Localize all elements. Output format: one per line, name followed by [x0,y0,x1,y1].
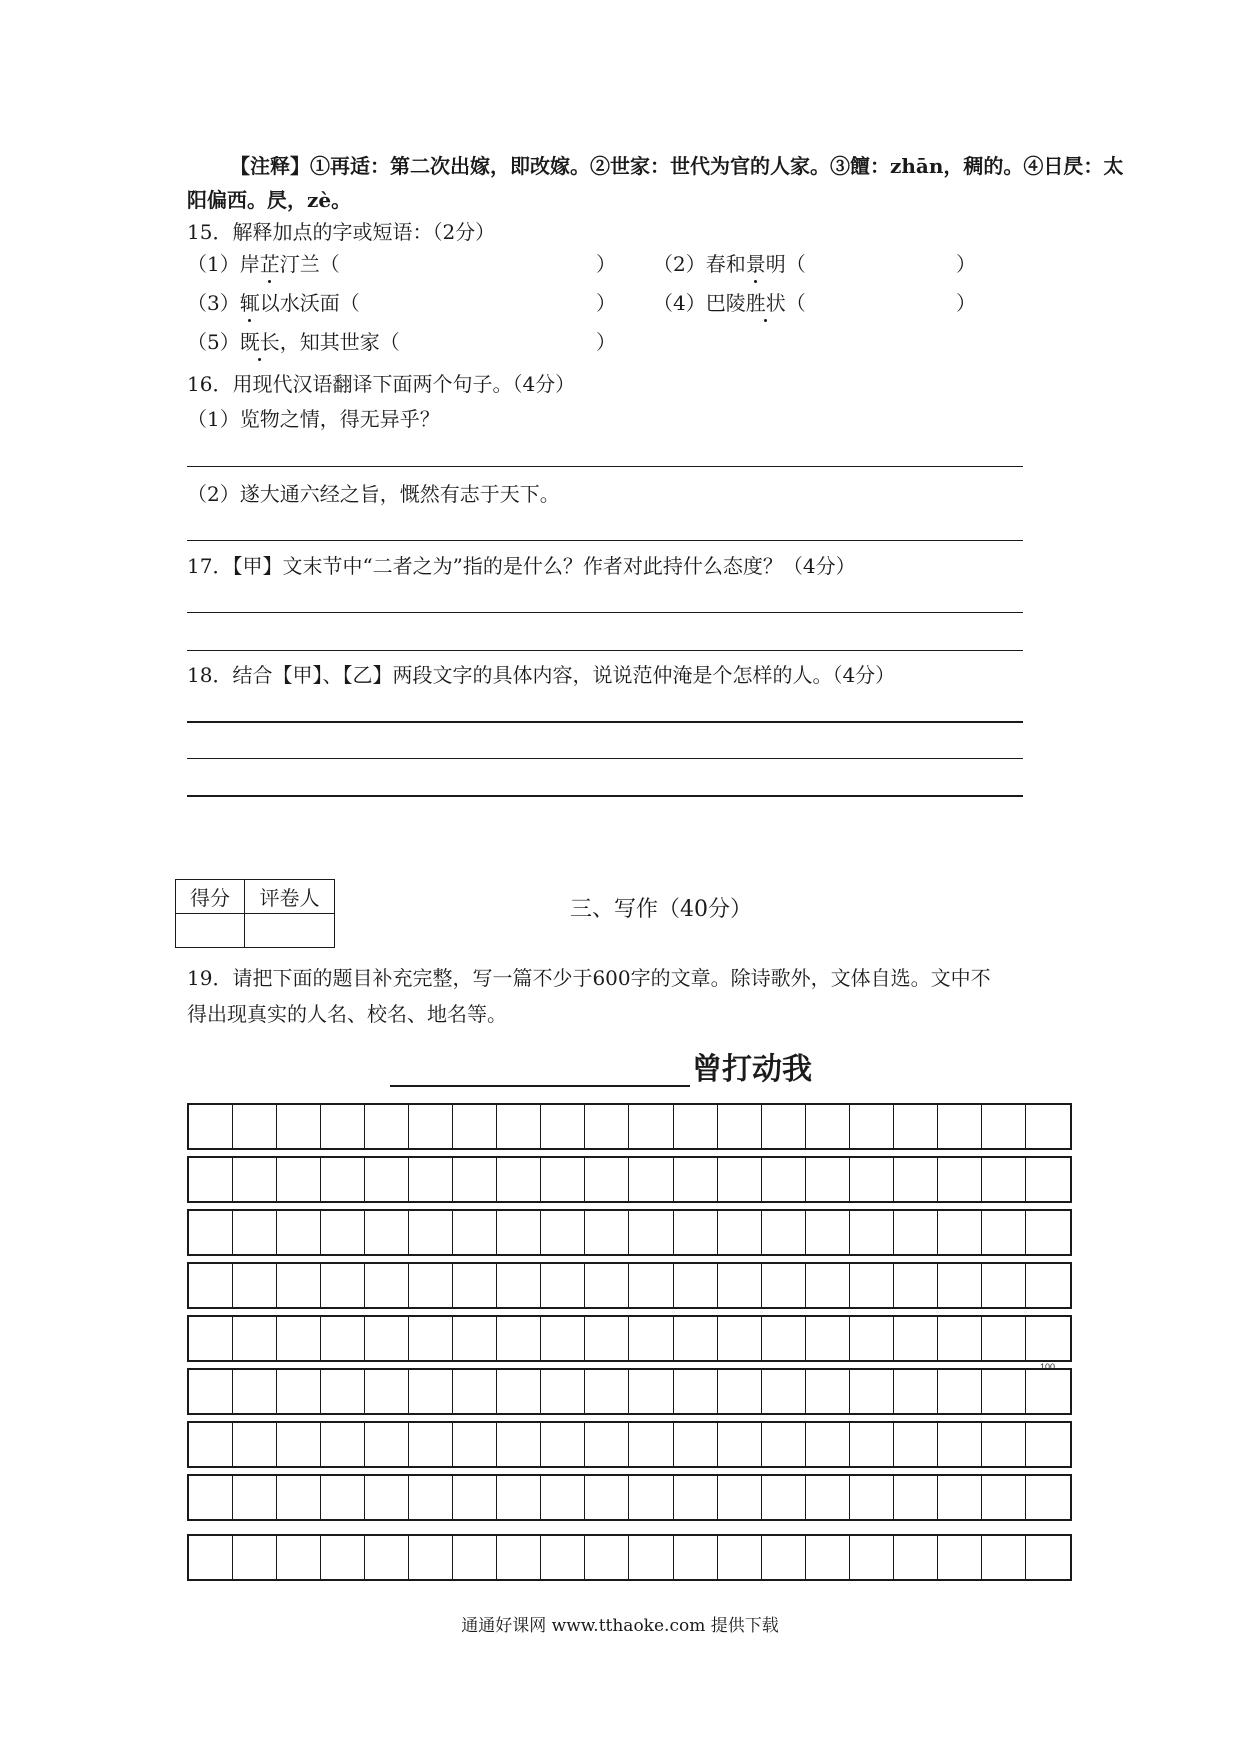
q16-sentence-1: （1）览物之情，得无异乎？ [187,407,440,431]
writing-grid-row[interactable] [187,1421,1072,1468]
grader-header: 评卷人 [245,880,335,914]
dotted-char: 辄 [239,291,260,315]
answer-line[interactable] [187,540,1023,541]
writing-grid-row[interactable] [187,1368,1072,1415]
q17-title: 17．【甲】文末节中“二者之为”指的是什么？作者对此持什么态度？（4分） [187,554,856,578]
dotted-char: 芷 [259,252,280,276]
q15-item-4-close: ） [956,291,976,315]
writing-grid-row[interactable] [187,1156,1072,1203]
section-title: 三、写作（40分） [570,897,752,922]
writing-grid-row[interactable] [187,1474,1072,1521]
writing-grid-row[interactable] [187,1209,1072,1256]
answer-line[interactable] [187,721,1023,723]
q15-item-5-close: ） [596,330,616,354]
score-cell[interactable] [176,914,245,948]
answer-line[interactable] [187,650,1023,651]
dotted-char: 景 [745,252,766,276]
q15-item-3-close: ） [596,291,616,315]
q15-item-2-close: ） [956,252,976,276]
q15-item-1-close: ） [596,252,616,276]
q16-sentence-2: （2）遂大通六经之旨，慨然有志于天下。 [187,482,560,506]
writing-grid-row[interactable] [187,1534,1072,1581]
writing-grid-row[interactable] [187,1315,1072,1362]
q16-title: 16．用现代汉语翻译下面两个句子。（4分） [187,372,576,396]
q15-item-1: （1）岸芷汀兰（ [187,252,340,276]
dotted-char: 既长 [239,330,280,354]
notes-line-1: 【注释】①再适：第二次出嫁，即改嫁。②世家：世代为官的人家。③饘：zhān，稠的。④日昃：太 [230,154,1124,178]
essay-title-blank[interactable] [390,1085,690,1087]
score-table [175,879,335,947]
q18-title: 18．结合【甲】、【乙】两段文字的具体内容，说说范仲淹是个怎样的人。（4分） [187,663,896,687]
writing-grid-row[interactable] [187,1103,1072,1150]
score-header: 得分 [176,880,245,914]
q15-title: 15．解释加点的字或短语：（2分） [187,220,496,244]
dotted-char: 胜状 [745,291,786,315]
q15-item-4: （4）巴陵胜状（ [653,291,806,315]
answer-line[interactable] [187,758,1023,759]
notes-line-2: 阳偏西。昃，zè。 [187,188,352,212]
q19-line-1: 19．请把下面的题目补充完整，写一篇不少于600字的文章。除诗歌外，文体自选。文中不 [187,966,991,990]
writing-grid-row[interactable] [187,1262,1072,1309]
q15-item-2: （2）春和景明（ [653,252,806,276]
answer-line[interactable] [187,612,1023,613]
answer-line[interactable] [187,795,1023,797]
word-count-marker: 100 [1040,1362,1056,1372]
essay-title-suffix: 曾打动我 [692,1052,812,1087]
q15-item-3: （3）辄以水沃面（ [187,291,360,315]
q15-item-5: （5）既长，知其世家（ [187,330,400,354]
q19-line-2: 得出现真实的人名、校名、地名等。 [187,1002,507,1026]
grader-cell[interactable] [245,914,335,948]
footer-text: 通通好课网 www.tthaoke.com 提供下载 [461,1616,779,1636]
answer-line[interactable] [187,466,1023,467]
